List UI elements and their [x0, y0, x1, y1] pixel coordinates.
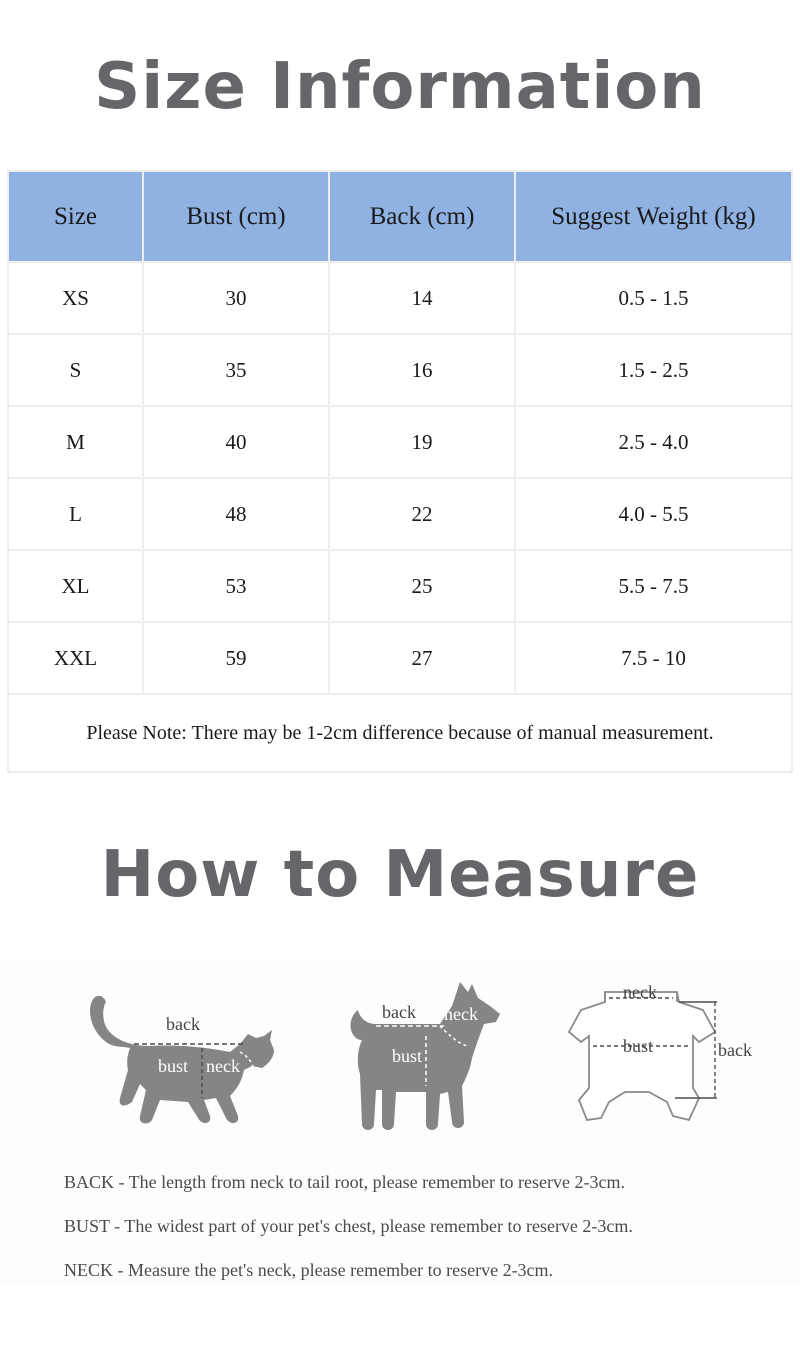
- cell-weight: 7.5 - 10: [516, 623, 791, 693]
- table-header-row: [9, 172, 791, 261]
- instruction-bust: BUST - The widest part of your pet's chest, please remember to reserve 2-3cm.: [64, 1216, 633, 1236]
- header-size: Size: [9, 172, 142, 261]
- cell-weight: 1.5 - 2.5: [516, 335, 791, 405]
- garment-outline: [569, 992, 715, 1120]
- cat-neck-label: neck: [206, 1056, 240, 1076]
- cell-weight: 4.0 - 5.5: [516, 479, 791, 549]
- cat-back-label: back: [166, 1014, 200, 1034]
- cell-back: 19: [330, 407, 514, 477]
- cell-bust: 30: [144, 263, 328, 333]
- table-note-row: [9, 695, 791, 771]
- table-row: [9, 335, 791, 405]
- header-bust: Bust (cm): [144, 172, 328, 261]
- cell-size: XS: [9, 263, 142, 333]
- header-back: Back (cm): [330, 172, 514, 261]
- table-row: [9, 407, 791, 477]
- dog-neck-label: neck: [444, 1004, 478, 1024]
- table-row: [9, 551, 791, 621]
- table-row: [9, 263, 791, 333]
- cell-bust: 35: [144, 335, 328, 405]
- cell-bust: 40: [144, 407, 328, 477]
- cell-size: M: [9, 407, 142, 477]
- how-to-measure-title: How to Measure: [100, 838, 700, 912]
- header-weight: Suggest Weight (kg): [516, 172, 791, 261]
- size-information-title: Size Information: [94, 50, 706, 124]
- garment-bust-label: bust: [623, 1036, 654, 1056]
- cell-back: 25: [330, 551, 514, 621]
- garment-neck-label: neck: [623, 982, 657, 1002]
- garment-measure-diagram: [565, 980, 775, 1140]
- size-table: [7, 170, 793, 773]
- cell-back: 14: [330, 263, 514, 333]
- cell-weight: 2.5 - 4.0: [516, 407, 791, 477]
- dog-back-label: back: [382, 1002, 416, 1022]
- cell-bust: 53: [144, 551, 328, 621]
- cell-bust: 48: [144, 479, 328, 549]
- instruction-neck: NECK - Measure the pet's neck, please remember to reserve 2-3cm.: [64, 1260, 554, 1280]
- cell-size: XL: [9, 551, 142, 621]
- cell-size: S: [9, 335, 142, 405]
- measurement-note: Please Note: There may be 1-2cm difference because of manual measurement.: [9, 695, 791, 771]
- dog-bust-label: bust: [392, 1046, 423, 1066]
- garment-back-label: back: [718, 1040, 752, 1060]
- table-row: [9, 479, 791, 549]
- cell-back: 22: [330, 479, 514, 549]
- cell-size: XXL: [9, 623, 142, 693]
- dog-measure-diagram: [340, 974, 510, 1144]
- cell-back: 27: [330, 623, 514, 693]
- cell-weight: 0.5 - 1.5: [516, 263, 791, 333]
- cell-weight: 5.5 - 7.5: [516, 551, 791, 621]
- instruction-back: BACK - The length from neck to tail root, please remember to reserve 2-3cm.: [64, 1172, 625, 1192]
- cell-back: 16: [330, 335, 514, 405]
- table-row: [9, 623, 791, 693]
- cat-measure-diagram: [80, 990, 290, 1140]
- cell-bust: 59: [144, 623, 328, 693]
- cat-bust-label: bust: [158, 1056, 189, 1076]
- cell-size: L: [9, 479, 142, 549]
